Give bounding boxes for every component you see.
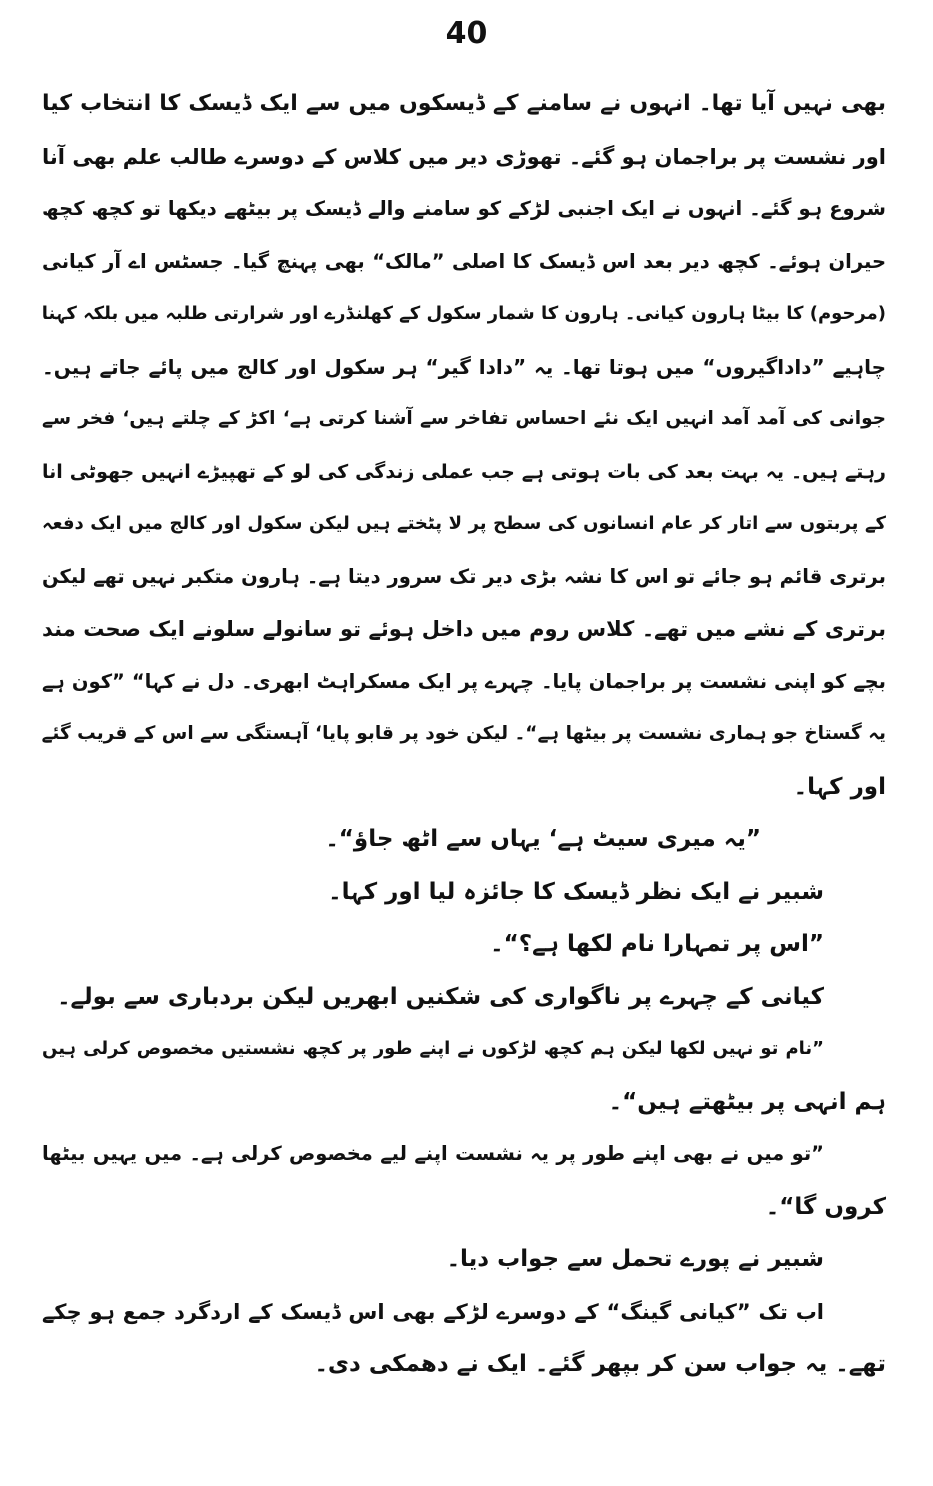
text-line: اور کہا۔ <box>793 773 886 800</box>
text-line: برتری کے نشے میں تھے۔ کلاس روم میں داخل ہوئے تو سانولے سلونے ایک صحت مند <box>42 617 886 641</box>
text-line: (مرحوم) کا بیٹا ہارون کیانی۔ ہارون کا شمار سکول کے کھلنڈرے اور شرارتی طلبہ میں بلکہ کہنا <box>42 303 886 324</box>
text-line: رہتے ہیں۔ یہ بہت بعد کی بات ہوتی ہے جب عملی زندگی کی لو کے تھپیڑے انہیں جھوٹی انا <box>42 460 886 483</box>
dialogue-line: ”نام تو نہیں لکھا لیکن ہم کچھ لڑکوں نے اپنے طور پر کچھ نشستیں مخصوص کرلی ہیں <box>42 1038 824 1059</box>
dialogue-line: ”یہ میری سیٹ ہے‘ یہاں سے اٹھ جاؤ“۔ <box>325 826 761 852</box>
text-line: برتری قائم ہو جائے تو اس کا نشہ بڑی دیر تک سرور دیتا ہے۔ ہارون متکبر نہیں تھے لیکن <box>42 564 886 588</box>
text-line: اب تک ”کیانی گینگ“ کے دوسرے لڑکے بھی اس ڈیسک کے اردگرد جمع ہو چکے <box>42 1299 824 1324</box>
page-number: 40 <box>445 16 488 51</box>
text-line: حیران ہوئے۔ کچھ دیر بعد اس ڈیسک کا اصلی ”مالک“ بھی پہنچ گیا۔ جسٹس اے آر کیانی <box>42 249 886 273</box>
text-line: شبیر نے پورے تحمل سے جواب دیا۔ <box>446 1246 824 1272</box>
text-line: کیانی کے چہرے پر ناگواری کی شکنیں ابھریں لیکن بردباری سے بولے۔ <box>57 983 824 1010</box>
text-line: اور نشست پر براجمان ہو گئے۔ تھوڑی دیر میں کلاس کے دوسرے طالب علم بھی آنا <box>42 144 886 169</box>
text-line: یہ گستاخ جو ہماری نشست پر بیٹھا ہے“۔ لیکن خود پر قابو پایا‘ آہستگی سے اس کے قریب گئے <box>42 723 886 744</box>
text-line: کے پربتوں سے اتار کر عام انسانوں کی سطح پر لا پٹختے ہیں لیکن سکول اور کالج میں ایک دفعہ <box>42 513 886 534</box>
text-line: بچے کو اپنی نشست پر براجمان پایا۔ چہرے پر ایک مسکراہٹ ابھری۔ دل نے کہا“ ”کون ہے <box>42 669 886 693</box>
dialogue-line: ”اس پر تمہارا نام لکھا ہے؟“۔ <box>490 931 824 957</box>
text-line: شبیر نے ایک نظر ڈیسک کا جائزہ لیا اور کہا۔ <box>328 878 824 905</box>
text-line: شروع ہو گئے۔ انہوں نے ایک اجنبی لڑکے کو سامنے والے ڈیسک پر بیٹھے دیکھا تو کچھ کچھ <box>42 197 886 220</box>
text-line: جوانی کی آمد آمد انہیں ایک نئے احساس تفاخر سے آشنا کرتی ہے‘ اکڑ کے چلتے ہیں‘ فخر سے <box>42 408 886 429</box>
dialogue-line: ”تو میں نے بھی اپنے طور پر یہ نشست اپنے لیے مخصوص کرلی ہے۔ میں یہیں بیٹھا <box>42 1142 824 1165</box>
dialogue-line: ہم انہی پر بیٹھتے ہیں“۔ <box>608 1088 886 1115</box>
dialogue-line: کروں گا“۔ <box>765 1193 886 1220</box>
text-line: چاہیے ”داداگیروں“ میں ہوتا تھا۔ یہ ”دادا گیر“ ہر سکول اور کالج میں پائے جاتے ہیں۔ <box>42 354 886 379</box>
text-line: بھی نہیں آیا تھا۔ انہوں نے سامنے کے ڈیسکوں میں سے ایک ڈیسک کا انتخاب کیا <box>42 91 886 116</box>
text-line: تھے۔ یہ جواب سن کر بپھر گئے۔ ایک نے دھمکی دی۔ <box>314 1351 886 1377</box>
urdu-text-body <box>42 78 886 1391</box>
